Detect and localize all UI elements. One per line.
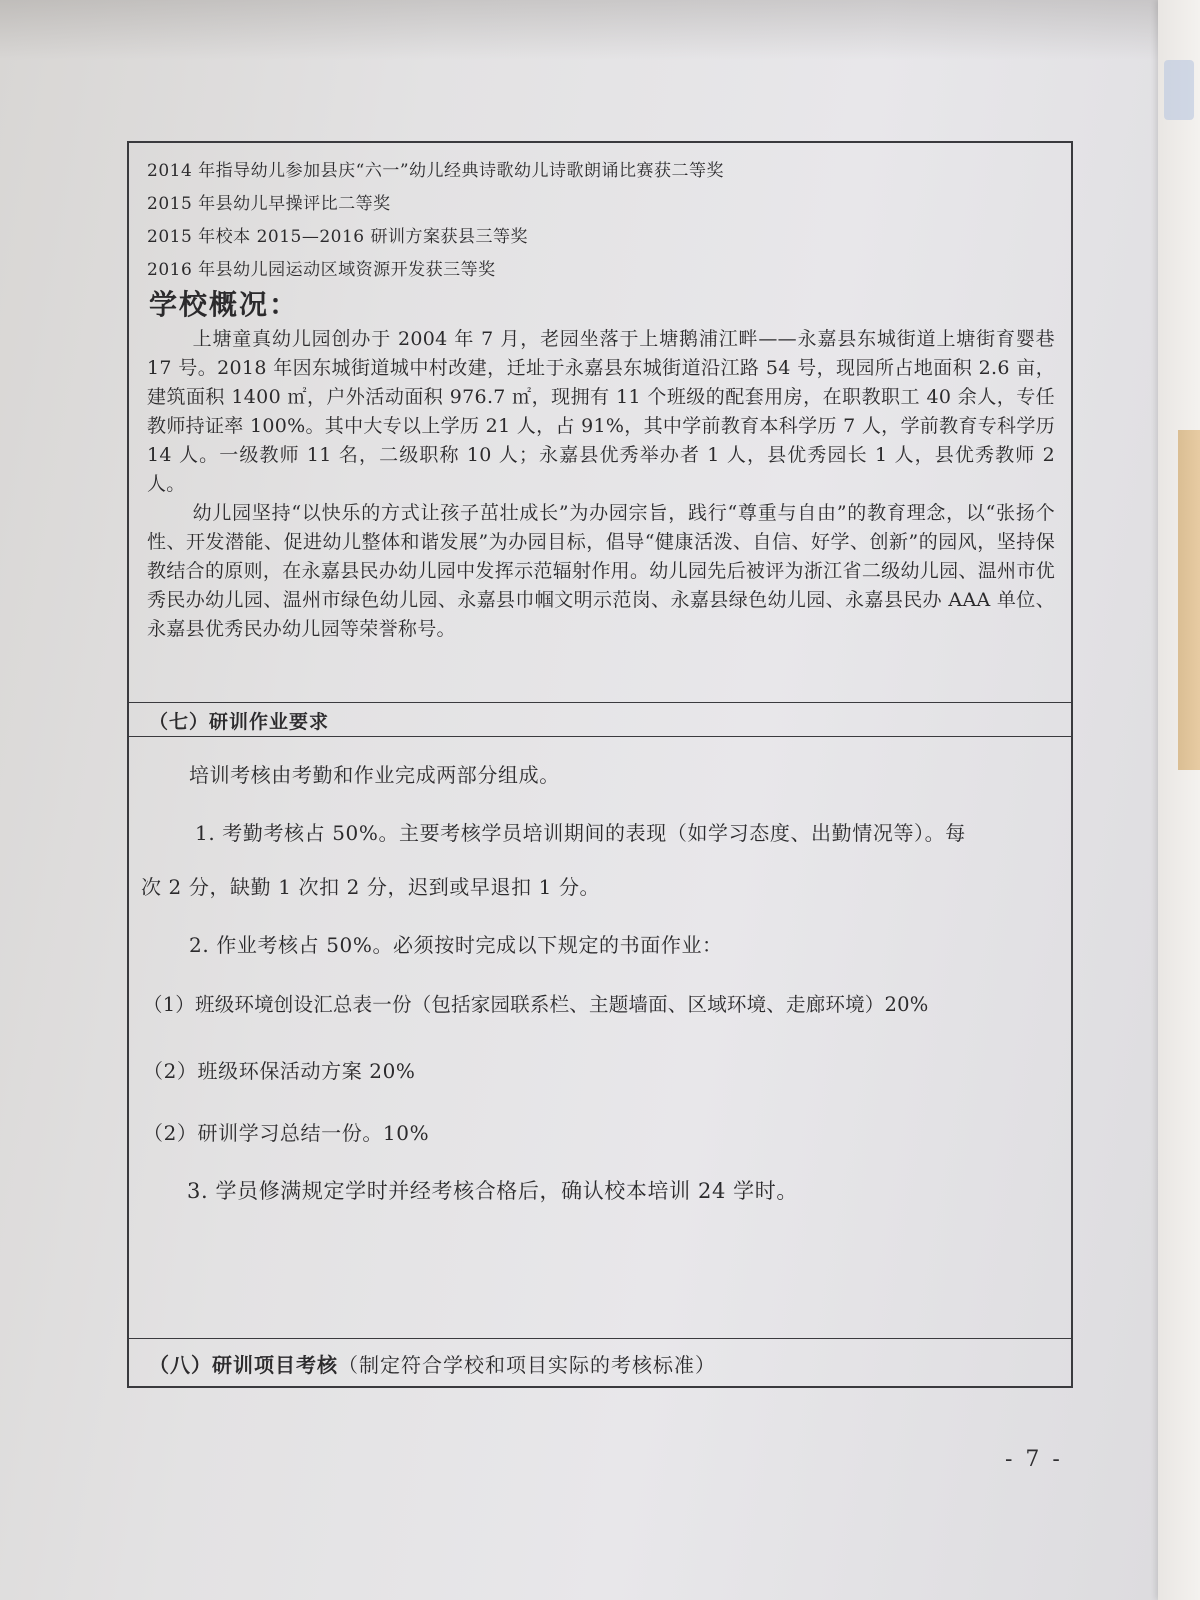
award-item: 2014 年指导幼儿参加县庆“六一”幼儿经典诗歌幼儿诗歌朗诵比赛获二等奖 [147, 161, 725, 181]
section-8-title: （八）研训项目考核 [149, 1353, 338, 1377]
school-overview-cell [129, 143, 1071, 703]
homework-item-3: （2）研训学习总结一份。10% [143, 1121, 430, 1145]
section-8-header-row [129, 1339, 1071, 1387]
award-item: 2015 年县幼儿早操评比二等奖 [147, 194, 391, 214]
underlying-sheet-edge [1158, 0, 1200, 1600]
section-7-heading: （七）研训作业要求 [149, 711, 330, 733]
homework-item-1: （1）班级环境创设汇总表一份（包括家园联系栏、主题墙面、区域环境、走廊环境）20% [143, 993, 929, 1016]
section-8-heading [149, 1349, 716, 1378]
section-8-note: （制定符合学校和项目实际的考核标准） [338, 1353, 716, 1377]
school-overview-paragraph-1: 上塘童真幼儿园创办于 2004 年 7 月，老园坐落于上塘鹅浦江畔——永嘉县东城街道上塘街育婴巷 17 号。2018 年因东城街道城中村改建，迁址于永嘉县东城街道沿江路 54 号，现园所占地面积 2.6 亩，建筑面积 1400 ㎡，户外活动面积 976.7 ㎡，现拥有 11 个班级的配套用房，在职教职工 40 余人，专任教师持证率 100%。其中大专以上学历 21 人，占 91%，其中学前教育本科学历 7 人，学前教育专科学历 14 人。一级教师 11 名，二级职称 10 人；永嘉县优秀举办者 1 人，县优秀园长 1 人，县优秀教师 2 人。 [147, 328, 1055, 495]
underlying-sheet-blue-edge [1164, 60, 1194, 120]
paper-shadow [0, 0, 1200, 60]
school-overview-paragraph-2: 幼儿园坚持“以快乐的方式让孩子茁壮成长”为办园宗旨，践行“尊重与自由”的教育理念，以“张扬个性、开发潜能、促进幼儿整体和谐发展”为办园目标，倡导“健康活泼、自信、好学、创新”的园风，坚持保教结合的原则，在永嘉县民办幼儿园中发挥示范辐射作用。幼儿园先后被评为浙江省二级幼儿园、温州市优秀民办幼儿园、温州市绿色幼儿园、永嘉县巾帼文明示范岗、永嘉县绿色幼儿园、永嘉县民办 AAA 单位、永嘉县优秀民办幼儿园等荣誉称号。 [147, 502, 1055, 640]
attendance-rule-line-1: 1. 考勤考核占 50%。主要考核学员培训期间的表现（如学习态度、出勤情况等）。每 [195, 821, 966, 845]
award-item: 2015 年校本 2015—2016 研训方案获县三等奖 [147, 227, 529, 247]
homework-rule: 2. 作业考核占 50%。必须按时完成以下规定的书面作业： [189, 933, 723, 957]
section-7-body [129, 737, 1071, 1339]
school-overview-title: 学校概况： [149, 288, 300, 321]
underlying-sheet-color-edge [1178, 430, 1200, 770]
homework-item-2: （2）班级环保活动方案 20% [143, 1059, 416, 1083]
credit-rule: 3. 学员修满规定学时并经考核合格后，确认校本培训 24 学时。 [187, 1179, 798, 1203]
page-number: - 7 - [1005, 1447, 1063, 1472]
award-item: 2016 年县幼儿园运动区域资源开发获三等奖 [147, 260, 496, 280]
attendance-rule-line-2: 次 2 分，缺勤 1 次扣 2 分，迟到或早退扣 1 分。 [141, 875, 601, 899]
assessment-intro: 培训考核由考勤和作业完成两部分组成。 [189, 763, 560, 787]
form-table [127, 141, 1073, 1388]
section-7-header-row [129, 703, 1071, 737]
